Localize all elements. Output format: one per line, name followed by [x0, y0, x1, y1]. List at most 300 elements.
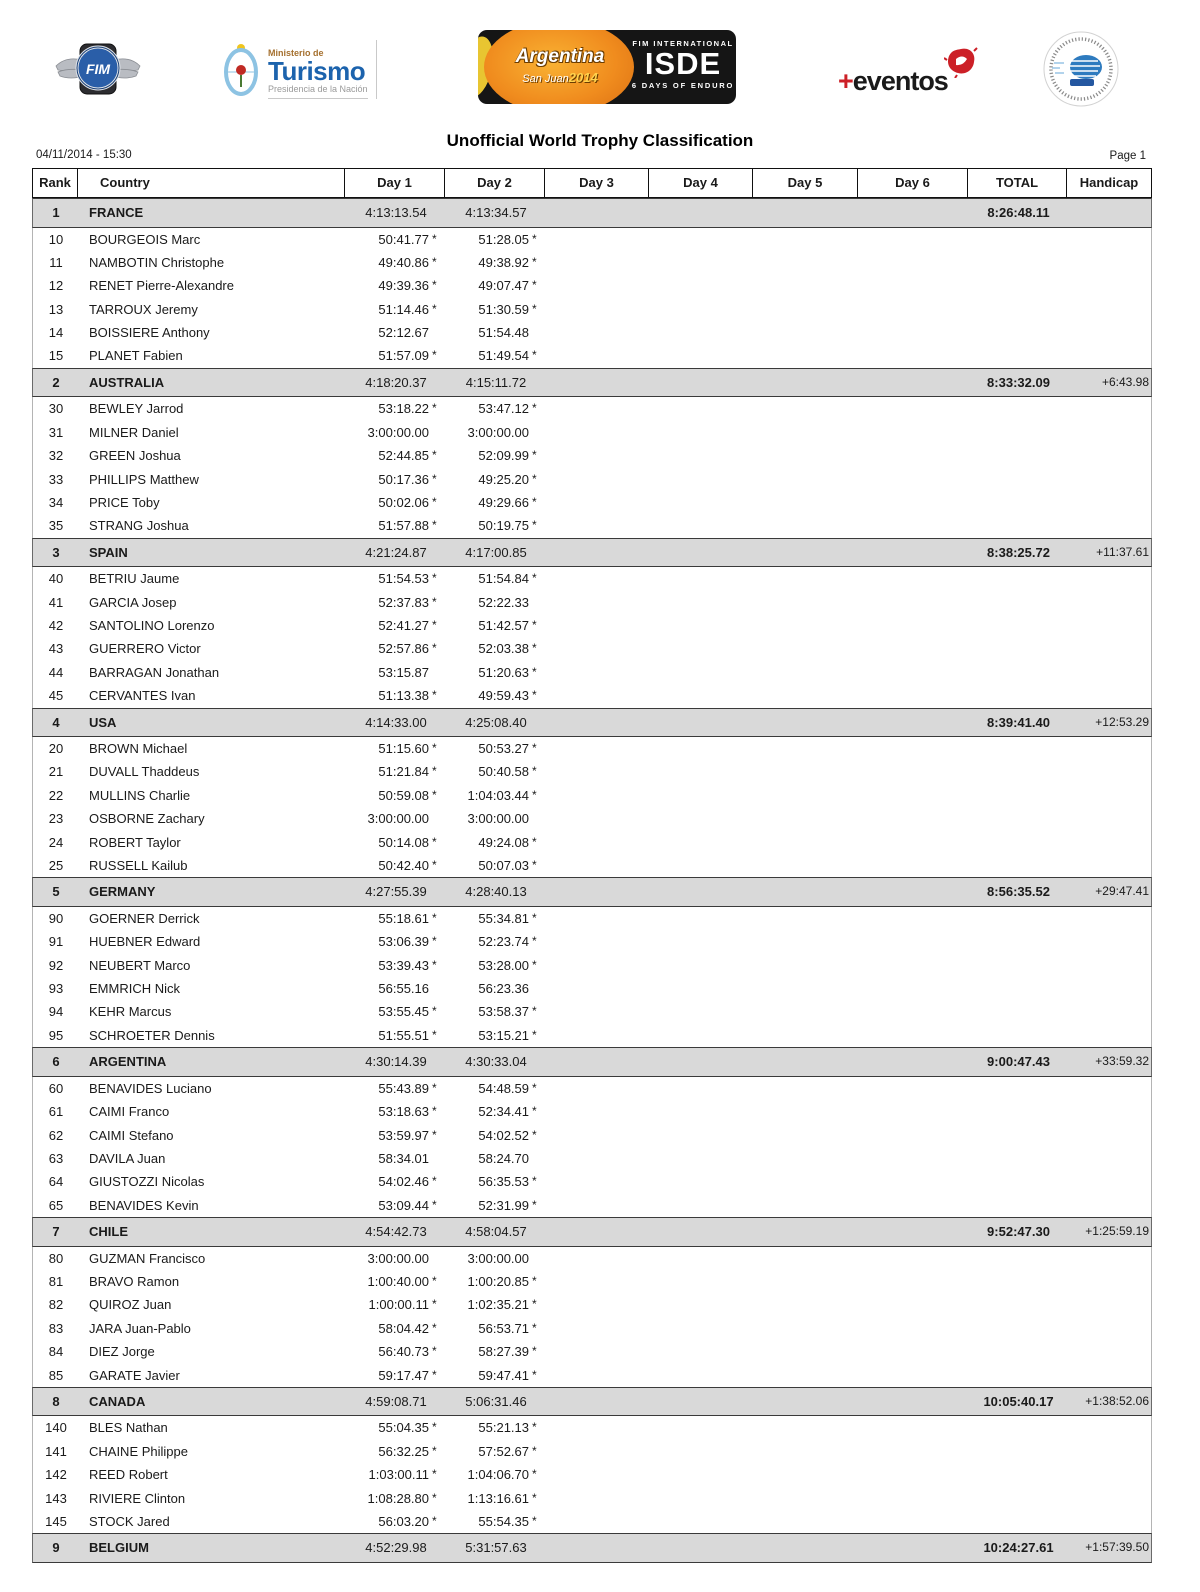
rider-day1-asterisk: *: [432, 1367, 437, 1382]
rider-day4-cell: [650, 344, 754, 367]
rider-handicap-cell: [1068, 977, 1153, 1000]
rider-name: MULLINS Charlie: [89, 787, 191, 803]
rider-day6-asterisk: [952, 1124, 969, 1147]
rider-day2-cell: [446, 614, 546, 637]
rider-day2-asterisk: *: [532, 641, 537, 656]
team-rank: 1: [52, 205, 60, 220]
rider-day3-asterisk: [633, 1440, 650, 1463]
rider-day5-asterisk: [842, 1270, 859, 1293]
team-rank: 8: [52, 1393, 60, 1409]
rider-day3-cell: [546, 614, 650, 637]
rider-total-cell: [969, 661, 1068, 684]
rider-day2-cell: [446, 1440, 546, 1463]
rider-day2-time: 53:47.12: [478, 401, 529, 417]
rider-day2-cell: [446, 1077, 546, 1100]
rider-day2-time: 52:03.38: [478, 641, 529, 657]
rider-day2-time: 55:34.81: [478, 910, 529, 926]
rider-day1-cell: [346, 298, 446, 321]
rider-day2-time: 49:24.08: [478, 834, 529, 850]
rider-day5-cell: [754, 1510, 859, 1533]
team-rank: 2: [52, 374, 60, 390]
rider-day5-cell: [754, 977, 859, 1000]
rider-day2-time: 51:49.54: [478, 348, 529, 364]
team-day5-time: [754, 369, 859, 397]
rider-day6-asterisk: [952, 1247, 969, 1270]
rider-row: [33, 251, 1153, 274]
team-total-time: 8:26:48.11: [987, 205, 1050, 220]
rider-day6-cell: [859, 1124, 969, 1147]
rider-day6-asterisk: [952, 321, 969, 344]
rider-day3-cell: [546, 1340, 650, 1363]
table-header-row: [32, 168, 1152, 198]
rider-day4-cell: [650, 614, 754, 637]
rider-day6-cell: [859, 274, 969, 297]
rider-day2-time: 59:47.41: [478, 1367, 529, 1383]
rider-day3-cell: [546, 977, 650, 1000]
rider-day3-cell: [546, 1100, 650, 1123]
rider-handicap-cell: [1068, 807, 1153, 830]
rider-day2-asterisk: *: [532, 787, 537, 802]
rider-day5-cell: [754, 737, 859, 760]
camod-federation-logo: [1042, 30, 1120, 113]
team-handicap: +33:59.32: [1095, 1054, 1149, 1069]
rider-day6-asterisk: [952, 760, 969, 783]
rider-total-cell: [969, 298, 1068, 321]
rider-total-cell: [969, 1317, 1068, 1340]
rider-day1-cell: [346, 514, 446, 537]
rider-day5-cell: [754, 1194, 859, 1217]
rider-day6-asterisk: [952, 1510, 969, 1533]
team-day3-time: [546, 709, 650, 737]
rider-day3-asterisk: [633, 1340, 650, 1363]
rider-day5-cell: [754, 321, 859, 344]
rider-day3-asterisk: [633, 1124, 650, 1147]
rider-day2-asterisk: *: [532, 1420, 537, 1435]
rider-row: [33, 514, 1153, 537]
rider-day1-time: 51:13.38: [378, 688, 429, 704]
rider-day5-asterisk: [842, 977, 859, 1000]
rider-number: 20: [48, 741, 64, 757]
team-day4-time: [650, 199, 754, 227]
rider-number: 14: [48, 325, 64, 341]
banner-isde-text: ISDE: [644, 46, 722, 81]
rider-day5-cell: [754, 468, 859, 491]
rider-day2-time: 53:15.21: [478, 1027, 529, 1043]
rider-day4-asterisk: [737, 514, 754, 537]
rider-day1-time: 51:57.09: [378, 348, 429, 364]
rider-day2-time: 57:52.67: [478, 1443, 529, 1459]
rider-handicap-cell: [1068, 567, 1153, 590]
rider-day1-time: 54:02.46: [378, 1174, 429, 1190]
rider-day5-asterisk: [842, 567, 859, 590]
rider-name: CAIMI Stefano: [89, 1127, 174, 1143]
rider-total-cell: [969, 1364, 1068, 1387]
rider-day2-time: 52:09.99: [478, 448, 529, 464]
rider-day6-asterisk: [952, 831, 969, 854]
rider-day4-asterisk: [737, 1100, 754, 1123]
rider-day3-asterisk: [633, 298, 650, 321]
rider-day4-asterisk: [737, 854, 754, 877]
rider-day4-asterisk: [737, 298, 754, 321]
rider-day2-cell: [446, 784, 546, 807]
rider-day4-asterisk: [737, 274, 754, 297]
rider-name: KEHR Marcus: [89, 1004, 172, 1020]
rider-day6-cell: [859, 1487, 969, 1510]
rider-day1-time: 53:39.43: [378, 957, 429, 973]
team-rank: 5: [52, 884, 60, 900]
rider-day4-cell: [650, 1510, 754, 1533]
rider-day1-time: 53:18.22: [378, 401, 429, 417]
rider-day5-cell: [754, 344, 859, 367]
rider-day2-time: 3:00:00.00: [467, 1250, 529, 1266]
rider-number: 141: [45, 1443, 67, 1459]
team-day4-time: [650, 1048, 754, 1076]
rider-day2-cell: [446, 954, 546, 977]
rider-day2-asterisk: [529, 321, 546, 344]
rider-total-cell: [969, 397, 1068, 420]
rider-day5-cell: [754, 1416, 859, 1439]
rider-name: BETRIU Jaume: [89, 571, 180, 587]
rider-day1-asterisk: *: [432, 571, 437, 586]
rider-total-cell: [969, 854, 1068, 877]
rider-day1-time: 50:14.08: [378, 834, 429, 850]
rider-day1-cell: [346, 1000, 446, 1023]
rider-name: PRICE Toby: [89, 494, 160, 510]
rider-day3-asterisk: [633, 274, 650, 297]
rider-day4-cell: [650, 1000, 754, 1023]
rider-day3-cell: [546, 930, 650, 953]
rider-total-cell: [969, 954, 1068, 977]
rider-day1-time: 53:06.39: [378, 934, 429, 950]
rider-day1-asterisk: *: [432, 934, 437, 949]
rider-day6-cell: [859, 954, 969, 977]
rider-row: [33, 684, 1153, 707]
rider-day1-asterisk: *: [432, 1467, 437, 1482]
rider-row: [33, 591, 1153, 614]
rider-day6-asterisk: [952, 1416, 969, 1439]
rider-day1-asterisk: *: [432, 617, 437, 632]
rider-day1-cell: [346, 1247, 446, 1270]
rider-day6-asterisk: [952, 907, 969, 930]
rider-day2-time: 1:13:16.61: [467, 1490, 529, 1506]
rider-day6-cell: [859, 1100, 969, 1123]
team-day4-time: [650, 369, 754, 397]
rider-day3-asterisk: [633, 1077, 650, 1100]
rider-day4-asterisk: [737, 684, 754, 707]
rider-day4-asterisk: [737, 1270, 754, 1293]
rider-day4-cell: [650, 1124, 754, 1147]
rider-day6-cell: [859, 1247, 969, 1270]
rider-handicap-cell: [1068, 228, 1153, 251]
rider-day5-cell: [754, 1293, 859, 1316]
rider-number: 15: [48, 348, 64, 364]
team-row: [32, 877, 1152, 907]
rider-day2-asterisk: *: [532, 934, 537, 949]
rider-handicap-cell: [1068, 344, 1153, 367]
rider-day2-time: 56:35.53: [478, 1174, 529, 1190]
rider-day4-asterisk: [737, 737, 754, 760]
rider-day5-cell: [754, 1247, 859, 1270]
rider-day5-asterisk: [842, 1487, 859, 1510]
rider-day5-cell: [754, 1170, 859, 1193]
rider-day6-asterisk: [952, 251, 969, 274]
rider-day1-time: 1:08:28.80: [367, 1490, 429, 1506]
rider-day4-asterisk: [737, 1024, 754, 1047]
rider-day2-cell: [446, 421, 546, 444]
rider-day6-asterisk: [952, 661, 969, 684]
rider-day2-asterisk: *: [532, 448, 537, 463]
rider-number: 45: [48, 688, 64, 704]
rider-total-cell: [969, 1270, 1068, 1293]
rider-day5-asterisk: [842, 514, 859, 537]
rider-number: 21: [48, 764, 64, 780]
rider-day1-asterisk: [429, 321, 446, 344]
rider-day2-cell: [446, 1416, 546, 1439]
team-total-time: 9:52:47.30: [987, 1224, 1050, 1240]
rider-handicap-cell: [1068, 737, 1153, 760]
rider-day6-cell: [859, 760, 969, 783]
rider-number: 95: [48, 1027, 64, 1043]
rider-day5-cell: [754, 251, 859, 274]
team-total-time: 9:00:47.43: [987, 1054, 1050, 1070]
rider-day5-asterisk: [842, 1364, 859, 1387]
team-country: AUSTRALIA: [89, 374, 165, 390]
rider-day1-time: 51:14.46: [378, 301, 429, 317]
team-handicap: +1:57:39.50: [1085, 1540, 1149, 1555]
rider-block: [32, 397, 1152, 537]
rider-day4-cell: [650, 784, 754, 807]
rider-day4-asterisk: [737, 1077, 754, 1100]
rider-day1-cell: [346, 661, 446, 684]
rider-day1-cell: [346, 274, 446, 297]
rider-handicap-cell: [1068, 1416, 1153, 1439]
team-day2-time: 4:58:04.57: [465, 1224, 527, 1240]
rider-day6-cell: [859, 1077, 969, 1100]
rider-day5-cell: [754, 1077, 859, 1100]
rider-day6-asterisk: [952, 1194, 969, 1217]
rider-handicap-cell: [1068, 684, 1153, 707]
rider-day5-cell: [754, 1024, 859, 1047]
rider-day2-asterisk: *: [532, 1467, 537, 1482]
rider-day2-cell: [446, 1463, 546, 1486]
team-day1-time: 4:54:42.73: [365, 1224, 427, 1240]
rider-day1-cell: [346, 1293, 446, 1316]
rider-day6-cell: [859, 1416, 969, 1439]
rider-day1-cell: [346, 1317, 446, 1340]
rider-block: [32, 1077, 1152, 1217]
rider-day1-cell: [346, 954, 446, 977]
rider-number: 13: [48, 301, 64, 317]
rider-row: [33, 954, 1153, 977]
banner-year-text: 2014: [568, 70, 598, 85]
rider-total-cell: [969, 684, 1068, 707]
rider-day5-cell: [754, 444, 859, 467]
rider-day5-cell: [754, 831, 859, 854]
rider-handicap-cell: [1068, 1170, 1153, 1193]
rider-day5-asterisk: [842, 807, 859, 830]
rider-name: BRAVO Ramon: [89, 1273, 180, 1289]
column-header-day-5: Day 5: [753, 168, 858, 198]
rider-day5-asterisk: [842, 954, 859, 977]
rider-day3-cell: [546, 274, 650, 297]
rider-day2-asterisk: *: [532, 1104, 537, 1119]
rider-day5-asterisk: [842, 1293, 859, 1316]
rider-day2-time: 50:40.58: [478, 764, 529, 780]
rider-day5-cell: [754, 298, 859, 321]
rider-day3-asterisk: [633, 567, 650, 590]
team-day5-time: [754, 1048, 859, 1076]
rider-day4-cell: [650, 591, 754, 614]
rider-name: PHILLIPS Matthew: [89, 471, 199, 487]
rider-name: CERVANTES Ivan: [89, 688, 196, 704]
rider-day4-cell: [650, 854, 754, 877]
rider-day1-asterisk: *: [432, 1297, 437, 1312]
rider-day3-cell: [546, 421, 650, 444]
rider-day5-cell: [754, 637, 859, 660]
rider-day5-asterisk: [842, 854, 859, 877]
rider-name: STOCK Jared: [89, 1513, 170, 1529]
rider-day6-asterisk: [952, 784, 969, 807]
rider-row: [33, 321, 1153, 344]
rider-day6-cell: [859, 298, 969, 321]
rider-day1-time: 53:18.63: [378, 1104, 429, 1120]
rider-day5-cell: [754, 397, 859, 420]
rider-day6-asterisk: [952, 444, 969, 467]
rider-handicap-cell: [1068, 661, 1153, 684]
rider-number: 65: [48, 1197, 64, 1213]
rider-row: [33, 784, 1153, 807]
rider-day6-cell: [859, 251, 969, 274]
rider-row: [33, 1247, 1153, 1270]
rider-handicap-cell: [1068, 1364, 1153, 1387]
rider-day6-asterisk: [952, 854, 969, 877]
rider-number: 61: [48, 1104, 64, 1120]
rider-handicap-cell: [1068, 637, 1153, 660]
rider-row: [33, 1147, 1153, 1170]
rider-day1-cell: [346, 831, 446, 854]
rider-day1-cell: [346, 421, 446, 444]
rider-day5-cell: [754, 1463, 859, 1486]
rider-day4-cell: [650, 274, 754, 297]
rider-total-cell: [969, 1463, 1068, 1486]
rider-day5-asterisk: [842, 737, 859, 760]
team-day5-time: [754, 1534, 859, 1562]
rider-day2-time: 1:02:35.21: [467, 1297, 529, 1313]
rider-block: [32, 907, 1152, 1047]
rider-day5-asterisk: [842, 784, 859, 807]
rider-day4-asterisk: [737, 1416, 754, 1439]
rider-total-cell: [969, 321, 1068, 344]
rider-day3-asterisk: [633, 854, 650, 877]
rider-day1-time: 56:55.16: [378, 981, 429, 997]
rider-day3-cell: [546, 1194, 650, 1217]
rider-name: EMMRICH Nick: [89, 981, 180, 997]
rider-day3-asterisk: [633, 1416, 650, 1439]
rider-day6-cell: [859, 344, 969, 367]
rider-day1-cell: [346, 1194, 446, 1217]
team-handicap: [1068, 199, 1153, 227]
rider-day2-cell: [446, 274, 546, 297]
rider-day4-cell: [650, 760, 754, 783]
rider-handicap-cell: [1068, 491, 1153, 514]
rider-day5-asterisk: [842, 907, 859, 930]
rider-handicap-cell: [1068, 444, 1153, 467]
rider-day3-cell: [546, 684, 650, 707]
rider-total-cell: [969, 444, 1068, 467]
rider-day1-asterisk: [429, 1247, 446, 1270]
rider-day4-cell: [650, 1077, 754, 1100]
team-rank: 6: [52, 1054, 60, 1070]
rider-day1-asterisk: *: [432, 787, 437, 802]
team-total-time: 8:33:32.09: [987, 374, 1050, 390]
rider-day5-asterisk: [842, 1194, 859, 1217]
team-day1-time: 4:30:14.39: [365, 1054, 427, 1070]
rider-day3-asterisk: [633, 1147, 650, 1170]
column-header-day-2: Day 2: [445, 168, 545, 198]
rider-day2-asterisk: *: [532, 764, 537, 779]
rider-day2-cell: [446, 907, 546, 930]
rider-day2-cell: [446, 567, 546, 590]
rider-name: MILNER Daniel: [89, 424, 179, 440]
team-day6-time: [859, 199, 969, 227]
rider-day5-cell: [754, 760, 859, 783]
rider-number: 143: [45, 1490, 67, 1506]
rider-row: [33, 661, 1153, 684]
rider-row: [33, 1463, 1153, 1486]
rider-name: OSBORNE Zachary: [89, 811, 205, 827]
rider-day6-asterisk: [952, 977, 969, 1000]
rider-day2-asterisk: *: [532, 1027, 537, 1042]
rider-number: 30: [48, 401, 64, 417]
rider-day3-asterisk: [633, 807, 650, 830]
rider-day2-time: 52:22.33: [478, 594, 529, 610]
rider-day5-asterisk: [842, 591, 859, 614]
argentina-coat-of-arms-icon: [220, 40, 262, 100]
rider-day2-asterisk: *: [532, 1513, 537, 1528]
rider-day5-asterisk: [842, 1416, 859, 1439]
rider-day2-cell: [446, 977, 546, 1000]
rider-day1-asterisk: *: [432, 1513, 437, 1528]
rider-day5-cell: [754, 567, 859, 590]
team-day5-time: [754, 199, 859, 227]
rider-day4-asterisk: [737, 1463, 754, 1486]
rider-day2-time: 51:54.84: [478, 571, 529, 587]
rider-total-cell: [969, 907, 1068, 930]
rider-day6-asterisk: [952, 298, 969, 321]
rider-name: QUIROZ Juan: [89, 1297, 172, 1313]
rider-day2-asterisk: *: [532, 1127, 537, 1142]
rider-day4-asterisk: [737, 1194, 754, 1217]
rider-row: [33, 807, 1153, 830]
rider-day6-asterisk: [952, 228, 969, 251]
team-rank: 9: [52, 1540, 60, 1556]
rider-day1-cell: [346, 760, 446, 783]
rider-day2-time: 51:20.63: [478, 664, 529, 680]
column-header-day-3: Day 3: [545, 168, 649, 198]
rider-day3-cell: [546, 397, 650, 420]
rider-row: [33, 1440, 1153, 1463]
rider-day5-asterisk: [842, 1510, 859, 1533]
rider-handicap-cell: [1068, 298, 1153, 321]
rider-day3-asterisk: [633, 491, 650, 514]
rider-row: [33, 760, 1153, 783]
rider-day1-cell: [346, 1463, 446, 1486]
rider-day1-asterisk: *: [432, 518, 437, 533]
rider-block: [32, 567, 1152, 707]
rider-day1-asterisk: *: [432, 1320, 437, 1335]
fim-logo: [52, 38, 144, 107]
rider-day3-asterisk: [633, 1000, 650, 1023]
